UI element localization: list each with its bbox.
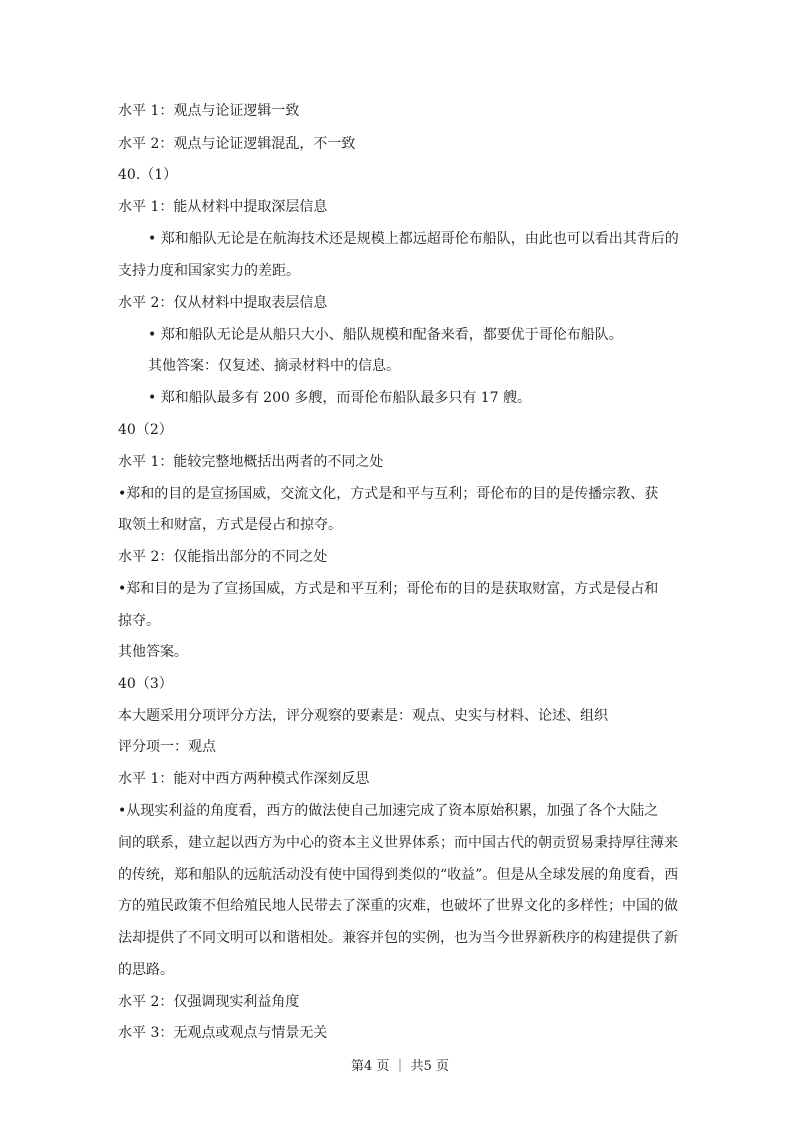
q40-3-level-1-bullet-3: 的传统，郑和船队的远航活动没有使中国得到类似的“收益”。但是从全球发展的角度看，西 [118, 867, 679, 883]
q40-1-other-bullet: • 郑和船队最多有 200 多艘，而哥伦布船队最多只有 17 艘。 [148, 390, 532, 406]
q40-3-level-1-bullet-1: •从现实利益的角度看，西方的做法使自己加速完成了资本原始积累，加强了各个大陆之 [118, 803, 659, 819]
q40-3-level-3: 水平 3：无观点或观点与情景无关 [118, 1025, 328, 1041]
q40-1-other-answers: 其他答案：仅复述、摘录材料中的信息。 [148, 358, 400, 374]
q40-2-level-2-bullet-cont: 掠夺。 [118, 613, 160, 629]
q40-1-level-1: 水平 1：能从材料中提取深层信息 [118, 199, 328, 215]
question-40-3-heading: 40（3） [118, 676, 173, 692]
q40-2-level-2: 水平 2：仅能指出部分的不同之处 [118, 549, 328, 565]
q40-2-level-1: 水平 1：能较完整地概括出两者的不同之处 [118, 454, 384, 470]
q40-2-level-2-bullet: •郑和目的是为了宣扬国威，方式是和平互利；哥伦布的目的是获取财富，方式是侵占和 [118, 581, 659, 597]
q40-1-level-1-bullet: • 郑和船队无论是在航海技术还是规模上都远超哥伦布船队，由此也可以看出其背后的 [148, 231, 679, 247]
q40-3-level-2: 水平 2：仅强调现实利益角度 [118, 994, 300, 1010]
question-40-2-heading: 40（2） [118, 422, 173, 438]
q40-3-level-1: 水平 1：能对中西方两种模式作深刻反思 [118, 771, 370, 787]
q40-2-level-1-bullet: •郑和的目的是宣扬国威，交流文化，方式是和平与互利；哥伦布的目的是传播宗教、获 [118, 486, 659, 502]
q40-3-level-1-bullet-5: 法却提供了不同文明可以和谐相处。兼容并包的实例，也为当今世界新秩序的构建提供了新 [118, 930, 678, 946]
question-40-1-heading: 40.（1） [118, 167, 178, 183]
q40-1-level-2-bullet: • 郑和船队无论是从船只大小、船队规模和配备来看，都要优于哥伦布船队。 [148, 327, 623, 343]
q40-3-method: 本大题采用分项评分方法，评分观察的要素是：观点、史实与材料、论述、组织 [118, 708, 608, 724]
q40-2-other-answers: 其他答案。 [118, 644, 188, 660]
level-1-consistent: 水平 1：观点与论证逻辑一致 [118, 103, 300, 119]
q40-1-level-1-bullet-cont: 支持力度和国家实力的差距。 [118, 263, 300, 279]
q40-2-level-1-bullet-cont: 取领土和财富，方式是侵占和掠夺。 [118, 517, 342, 533]
q40-3-level-1-bullet-2: 间的联系，建立起以西方为中心的资本主义世界体系；而中国古代的朝贡贸易秉持厚往薄来 [118, 835, 678, 851]
q40-3-level-1-bullet-4: 方的殖民政策不但给殖民地人民带去了深重的灾难，也破坏了世界文化的多样性；中国的做 [118, 898, 678, 914]
level-2-inconsistent: 水平 2：观点与论证逻辑混乱，不一致 [118, 136, 356, 152]
q40-3-scoring-item-1: 评分项一：观点 [118, 739, 216, 755]
page-footer: 第4 页 ｜ 共5 页 [350, 1059, 450, 1074]
q40-3-level-1-bullet-6: 的思路。 [118, 962, 174, 978]
q40-1-level-2: 水平 2：仅从材料中提取表层信息 [118, 295, 328, 311]
